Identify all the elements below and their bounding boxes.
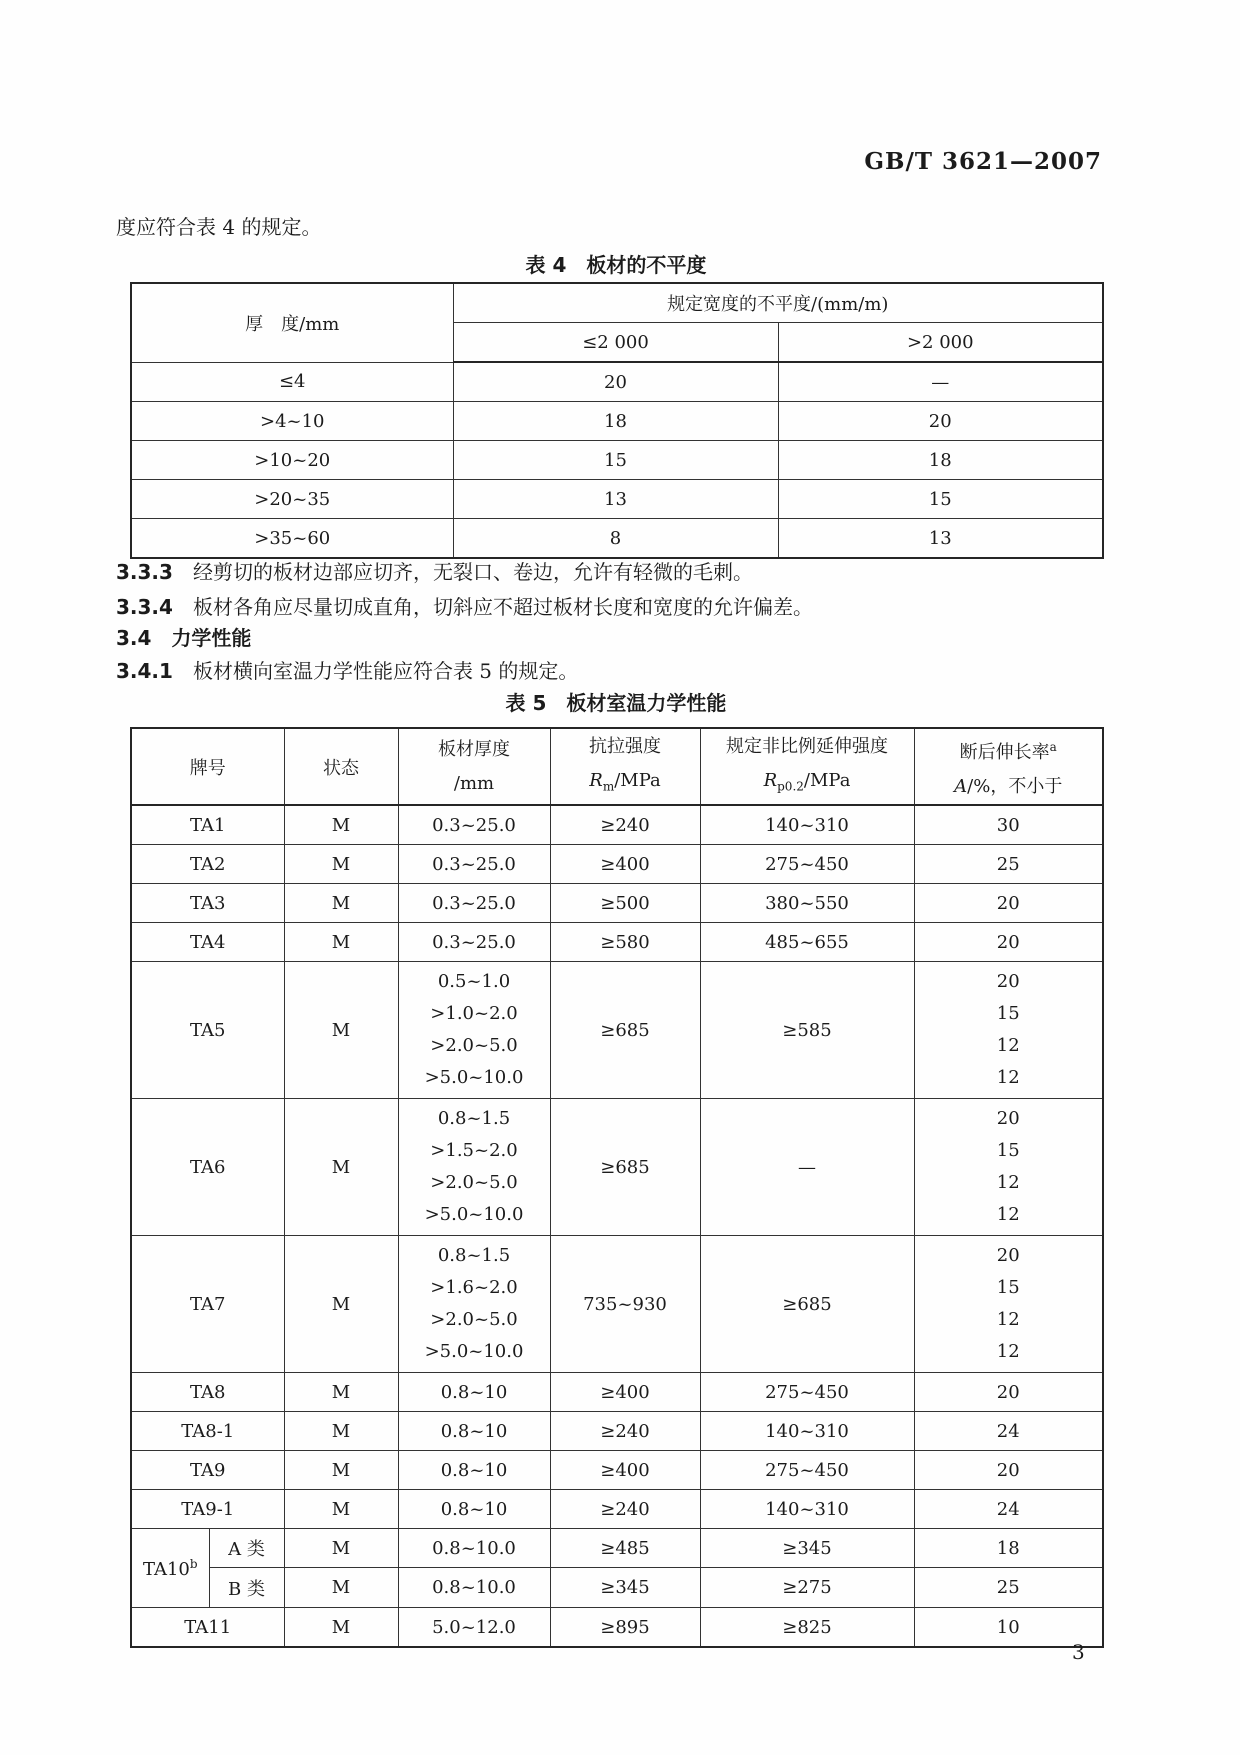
t5-header-grade: 牌号 — [131, 728, 284, 805]
elongation-line: 12 — [996, 1067, 1020, 1088]
intro-text: 度应符合表 4 的规定。 — [116, 215, 322, 239]
t5-cell-thickness: 0.8~10 — [398, 1451, 550, 1490]
t5-cell-elongation: 18 — [914, 1529, 1103, 1568]
table5-mechanical-properties — [130, 727, 1104, 1648]
elongation-line: 20 — [996, 1245, 1020, 1266]
t5-cell-yield: 485~655 — [700, 923, 914, 962]
table-row-ta10-a — [131, 1529, 1103, 1568]
thickness-line: >1.6~2.0 — [430, 1277, 518, 1298]
t5-cell-grade: TA8 — [131, 1373, 284, 1412]
t5-cell-tensile: ≥240 — [550, 1412, 700, 1451]
section-number: 3.4 — [116, 626, 152, 650]
elongation-line: 15 — [996, 1003, 1020, 1024]
section-text: 板材横向室温力学性能应符合表 5 的规定。 — [192, 659, 579, 683]
t5-cell-yield: 275~450 — [700, 1373, 914, 1412]
table-row — [131, 1451, 1103, 1490]
t5-cell-grade: TA4 — [131, 923, 284, 962]
t4-cell-value: 13 — [778, 519, 1103, 559]
t5-cell-yield: 140~310 — [700, 1412, 914, 1451]
table4-title: 表 4 板材的不平度 — [525, 253, 707, 277]
t4-cell-thickness: >20~35 — [131, 480, 453, 519]
t5-cell-yield: ≥345 — [700, 1529, 914, 1568]
tensile-subscript: m — [602, 779, 615, 794]
elongation-line: 20 — [996, 971, 1020, 992]
thickness-line: 0.5~1.0 — [437, 971, 511, 992]
t5-cell-grade: TA11 — [131, 1608, 284, 1648]
t5-cell-elongation: 10 — [914, 1608, 1103, 1648]
t5-cell-yield: 380~550 — [700, 884, 914, 923]
t5-cell-tensile: ≥400 — [550, 1451, 700, 1490]
section-3-4-1 — [116, 655, 578, 684]
t4-subheader-gt2000: >2 000 — [778, 323, 1103, 363]
thickness-line: 0.8~1.5 — [437, 1245, 511, 1266]
thickness-line: >1.5~2.0 — [430, 1140, 518, 1161]
section-number: 3.3.3 — [116, 560, 173, 584]
t5-cell-class: B 类 — [209, 1568, 284, 1608]
t4-cell-value: 15 — [778, 480, 1103, 519]
elongation-superscript: a — [1049, 739, 1057, 754]
table-row-group — [131, 962, 1103, 1099]
grade-label: TA10 — [142, 1558, 190, 1580]
t5-header-yield-line1: 规定非比例延伸强度 — [726, 735, 888, 757]
page-number: 3 — [1072, 1640, 1085, 1664]
standard-code: GB/T 3621—2007 — [864, 148, 1102, 175]
elongation-line: 20 — [996, 1108, 1020, 1129]
t5-cell-thickness: 0.3~25.0 — [398, 805, 550, 845]
yield-unit: /MPa — [803, 769, 851, 791]
t4-header-group: 规定宽度的不平度/(mm/m) — [453, 283, 1103, 323]
t4-cell-thickness: >4~10 — [131, 402, 453, 441]
t5-header-yield — [700, 728, 914, 805]
t5-header-thickness-line2: /mm — [453, 772, 495, 794]
t5-cell-thickness: 5.0~12.0 — [398, 1608, 550, 1648]
section-3-4 — [116, 622, 251, 651]
table-row — [131, 1490, 1103, 1529]
table5-title: 表 5 板材室温力学性能 — [505, 691, 727, 715]
t4-cell-value: 8 — [453, 519, 778, 559]
t5-cell-thickness: 0.8~10 — [398, 1490, 550, 1529]
t4-cell-value: 18 — [453, 402, 778, 441]
elongation-line: 15 — [996, 1140, 1020, 1161]
t5-header-thickness-line1: 板材厚度 — [438, 738, 510, 760]
yield-subscript: p0.2 — [777, 779, 804, 794]
t5-header-tensile-line1: 抗拉强度 — [589, 735, 661, 757]
table-row — [131, 845, 1103, 884]
t5-cell-elongation: 20 — [914, 884, 1103, 923]
t5-cell-yield: 140~310 — [700, 1490, 914, 1529]
section-number: 3.3.4 — [116, 595, 173, 619]
t5-cell-grade: TA6 — [131, 1099, 284, 1236]
t4-cell-value: 13 — [453, 480, 778, 519]
t5-cell-grade: TA8-1 — [131, 1412, 284, 1451]
t5-cell-state: M — [284, 1373, 398, 1412]
t5-cell-state: M — [284, 1568, 398, 1608]
t5-cell-tensile: ≥895 — [550, 1608, 700, 1648]
table-row-ta10-b — [131, 1568, 1103, 1608]
t5-cell-elongation: 25 — [914, 845, 1103, 884]
t5-cell-grade: TA9-1 — [131, 1490, 284, 1529]
t5-cell-state: M — [284, 805, 398, 845]
thickness-line: >2.0~5.0 — [430, 1172, 518, 1193]
t5-header-tensile — [550, 728, 700, 805]
t5-cell-grade: TA1 — [131, 805, 284, 845]
t5-cell-tensile: ≥485 — [550, 1529, 700, 1568]
t5-cell-state: M — [284, 1412, 398, 1451]
t5-cell-tensile: ≥580 — [550, 923, 700, 962]
t5-cell-elongation: 20 — [914, 1451, 1103, 1490]
t4-cell-thickness: >10~20 — [131, 441, 453, 480]
t5-cell-thickness: 0.3~25.0 — [398, 884, 550, 923]
t4-header-thickness: 厚 度/mm — [131, 283, 453, 362]
table-row — [131, 884, 1103, 923]
thickness-line: >5.0~10.0 — [424, 1204, 524, 1225]
thickness-line: >2.0~5.0 — [430, 1309, 518, 1330]
t5-cell-grade: TA3 — [131, 884, 284, 923]
elongation-line: 12 — [996, 1204, 1020, 1225]
t5-cell-grade: TA7 — [131, 1236, 284, 1373]
elongation-unit: /%，不小于 — [967, 775, 1063, 797]
yield-symbol: R — [763, 769, 778, 791]
t5-header-elongation-line2 — [915, 770, 1103, 804]
t5-cell-elongation: 20 — [914, 923, 1103, 962]
thickness-line: 0.8~1.5 — [437, 1108, 511, 1129]
t4-cell-thickness: >35~60 — [131, 519, 453, 559]
t4-subheader-le2000: ≤2 000 — [453, 323, 778, 363]
t5-cell-thickness: 0.8~10.0 — [398, 1568, 550, 1608]
t5-cell-grade: TA9 — [131, 1451, 284, 1490]
t5-cell-elongation: 25 — [914, 1568, 1103, 1608]
t5-cell-yield: ≥825 — [700, 1608, 914, 1648]
t4-cell-value: 20 — [453, 362, 778, 402]
elongation-symbol: A — [954, 775, 968, 797]
t5-header-elongation — [914, 728, 1103, 805]
table4-flatness — [130, 282, 1104, 559]
elongation-line: 15 — [996, 1277, 1020, 1298]
table-row-group — [131, 1099, 1103, 1236]
table-row — [131, 923, 1103, 962]
t5-header-state: 状态 — [284, 728, 398, 805]
thickness-line: >2.0~5.0 — [430, 1035, 518, 1056]
t5-header-thickness — [398, 728, 550, 805]
t5-cell-state: M — [284, 962, 398, 1099]
elongation-label: 断后伸长率 — [959, 741, 1050, 763]
section-heading: 力学性能 — [171, 626, 252, 650]
tensile-unit: /MPa — [614, 769, 661, 791]
t5-cell-elongation: 24 — [914, 1490, 1103, 1529]
t5-cell-tensile: ≥400 — [550, 1373, 700, 1412]
t5-cell-tensile: ≥685 — [550, 1099, 700, 1236]
t5-cell-state: M — [284, 1099, 398, 1236]
elongation-line: 12 — [996, 1172, 1020, 1193]
elongation-line: 12 — [996, 1035, 1020, 1056]
t5-cell-thickness: 0.8~10.0 — [398, 1529, 550, 1568]
t5-cell-thickness: 0.3~25.0 — [398, 845, 550, 884]
t5-cell-tensile: ≥500 — [550, 884, 700, 923]
thickness-line: >5.0~10.0 — [424, 1341, 524, 1362]
section-3-3-3 — [116, 556, 753, 585]
t5-cell-tensile: ≥345 — [550, 1568, 700, 1608]
thickness-line: >5.0~10.0 — [424, 1067, 524, 1088]
t5-cell-tensile: ≥240 — [550, 805, 700, 845]
t5-cell-yield: — — [700, 1099, 914, 1236]
t5-cell-thickness-stack — [398, 1099, 550, 1236]
t5-cell-thickness: 0.3~25.0 — [398, 923, 550, 962]
t5-cell-yield: ≥275 — [700, 1568, 914, 1608]
t5-cell-tensile: ≥685 — [550, 962, 700, 1099]
t5-cell-state: M — [284, 845, 398, 884]
t5-cell-state: M — [284, 923, 398, 962]
table-row-group — [131, 1236, 1103, 1373]
tensile-symbol: R — [589, 769, 603, 791]
t5-header-tensile-line2 — [551, 764, 700, 804]
t5-cell-elongation-stack — [914, 962, 1103, 1099]
elongation-line: 12 — [996, 1309, 1020, 1330]
table-row — [131, 805, 1103, 845]
t4-cell-thickness: ≤4 — [131, 362, 453, 402]
t5-cell-class: A 类 — [209, 1529, 284, 1568]
t5-header-yield-line2 — [701, 764, 914, 804]
t5-cell-grade: TA2 — [131, 845, 284, 884]
t5-cell-state: M — [284, 884, 398, 923]
t5-cell-yield: ≥685 — [700, 1236, 914, 1373]
elongation-line: 12 — [996, 1341, 1020, 1362]
section-text: 板材各角应尽量切成直角，切斜应不超过板材长度和宽度的允许偏差。 — [192, 595, 813, 619]
t5-cell-yield: 275~450 — [700, 845, 914, 884]
t5-cell-thickness: 0.8~10 — [398, 1373, 550, 1412]
t5-cell-elongation-stack — [914, 1099, 1103, 1236]
t5-cell-tensile: ≥240 — [550, 1490, 700, 1529]
t4-cell-value: 18 — [778, 441, 1103, 480]
t5-cell-yield: 275~450 — [700, 1451, 914, 1490]
thickness-line: >1.0~2.0 — [430, 1003, 518, 1024]
t5-cell-elongation: 24 — [914, 1412, 1103, 1451]
section-number: 3.4.1 — [116, 659, 173, 683]
t4-cell-value: 15 — [453, 441, 778, 480]
t5-cell-elongation: 30 — [914, 805, 1103, 845]
t5-cell-state: M — [284, 1490, 398, 1529]
t5-cell-yield: ≥585 — [700, 962, 914, 1099]
table-row — [131, 1608, 1103, 1648]
t5-cell-state: M — [284, 1608, 398, 1648]
t5-cell-state: M — [284, 1236, 398, 1373]
t5-cell-elongation-stack — [914, 1236, 1103, 1373]
section-text: 经剪切的板材边部应切齐，无裂口、卷边，允许有轻微的毛刺。 — [192, 560, 753, 584]
t5-header-elongation-line1 — [915, 730, 1103, 770]
section-3-3-4 — [116, 591, 813, 620]
t5-cell-thickness-stack — [398, 962, 550, 1099]
t5-cell-grade: TA5 — [131, 962, 284, 1099]
t5-cell-grade-ta10 — [131, 1529, 209, 1608]
t5-cell-elongation: 20 — [914, 1373, 1103, 1412]
t5-cell-tensile: 735~930 — [550, 1236, 700, 1373]
t5-cell-yield: 140~310 — [700, 805, 914, 845]
t4-cell-value: — — [778, 362, 1103, 402]
t5-cell-state: M — [284, 1451, 398, 1490]
table-row — [131, 1412, 1103, 1451]
t5-cell-thickness-stack — [398, 1236, 550, 1373]
t5-cell-state: M — [284, 1529, 398, 1568]
t5-cell-tensile: ≥400 — [550, 845, 700, 884]
t4-cell-value: 20 — [778, 402, 1103, 441]
t5-cell-thickness: 0.8~10 — [398, 1412, 550, 1451]
grade-superscript: b — [189, 1556, 198, 1571]
table-row — [131, 1373, 1103, 1412]
